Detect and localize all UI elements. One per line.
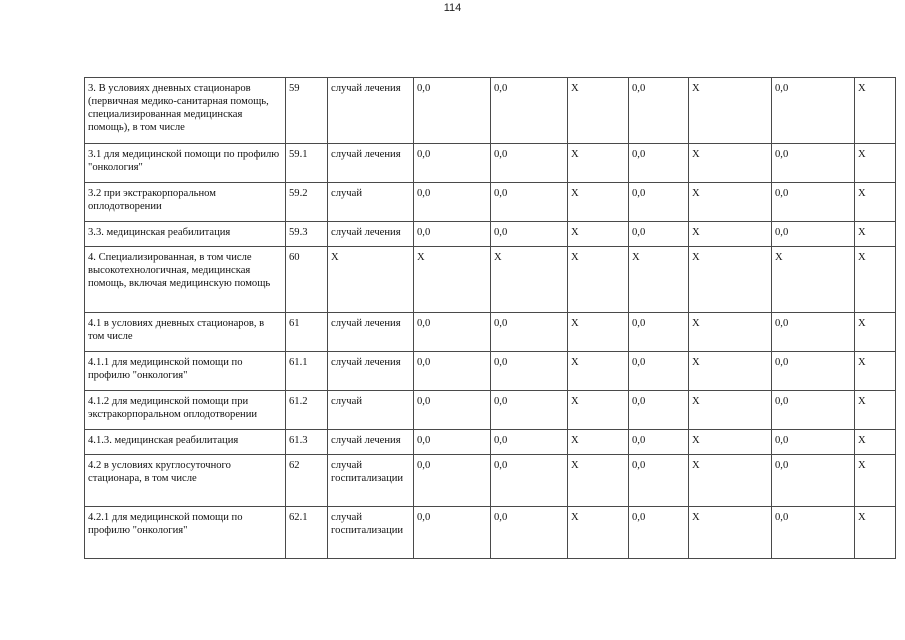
unit-cell: случай [328, 183, 414, 222]
value-cell-5: X [689, 430, 772, 455]
value-cell-5: X [689, 78, 772, 144]
value-cell-1: X [414, 247, 491, 313]
value-cell-7: X [855, 222, 896, 247]
row-label-cell: 4.1 в условиях дневных стационаров, в том числе [85, 313, 286, 352]
unit-cell: случай [328, 391, 414, 430]
row-label-cell: 4.2 в условиях круглосуточного стационара, в том числе [85, 455, 286, 507]
value-cell-2: 0,0 [491, 78, 568, 144]
value-cell-1: 0,0 [414, 455, 491, 507]
row-code-cell: 59 [286, 78, 328, 144]
value-cell-1: 0,0 [414, 78, 491, 144]
value-cell-6: 0,0 [772, 78, 855, 144]
row-label-cell: 4.1.3. медицинская реабилитация [85, 430, 286, 455]
row-label-cell: 4.2.1 для медицинской помощи по профилю "онкология" [85, 507, 286, 559]
value-cell-6: 0,0 [772, 507, 855, 559]
unit-cell: случай госпитализации [328, 455, 414, 507]
row-code-cell: 59.3 [286, 222, 328, 247]
unit-cell: случай лечения [328, 313, 414, 352]
value-cell-6: 0,0 [772, 313, 855, 352]
value-cell-5: X [689, 455, 772, 507]
table-row [85, 507, 896, 559]
row-label-cell: 4. Специализированная, в том числе высокотехнологичная, медицинская помощь, включая медицинскую помощь [85, 247, 286, 313]
value-cell-7: X [855, 455, 896, 507]
value-cell-3: X [568, 78, 629, 144]
value-cell-4: 0,0 [629, 78, 689, 144]
value-cell-7: X [855, 78, 896, 144]
page-number: 114 [443, 2, 462, 14]
value-cell-1: 0,0 [414, 313, 491, 352]
row-code-cell: 61.3 [286, 430, 328, 455]
table-row [85, 144, 896, 183]
value-cell-4: 0,0 [629, 430, 689, 455]
value-cell-5: X [689, 222, 772, 247]
value-cell-5: X [689, 313, 772, 352]
value-cell-5: X [689, 144, 772, 183]
value-cell-4: 0,0 [629, 222, 689, 247]
row-code-cell: 61 [286, 313, 328, 352]
row-label-cell: 3.3. медицинская реабилитация [85, 222, 286, 247]
value-cell-7: X [855, 391, 896, 430]
unit-cell: случай лечения [328, 144, 414, 183]
value-cell-6: 0,0 [772, 144, 855, 183]
value-cell-4: 0,0 [629, 144, 689, 183]
value-cell-3: X [568, 391, 629, 430]
value-cell-3: X [568, 455, 629, 507]
medical-care-volume-table [84, 77, 896, 559]
row-label-cell: 4.1.2 для медицинской помощи при экстракорпоральном оплодотворении [85, 391, 286, 430]
value-cell-6: 0,0 [772, 391, 855, 430]
table-row [85, 455, 896, 507]
table-row [85, 313, 896, 352]
unit-cell: случай лечения [328, 352, 414, 391]
value-cell-6: 0,0 [772, 183, 855, 222]
value-cell-1: 0,0 [414, 222, 491, 247]
row-code-cell: 60 [286, 247, 328, 313]
value-cell-1: 0,0 [414, 144, 491, 183]
row-code-cell: 62 [286, 455, 328, 507]
value-cell-2: 0,0 [491, 430, 568, 455]
value-cell-6: 0,0 [772, 222, 855, 247]
value-cell-2: 0,0 [491, 507, 568, 559]
table-row [85, 183, 896, 222]
value-cell-5: X [689, 352, 772, 391]
value-cell-6: X [772, 247, 855, 313]
value-cell-5: X [689, 507, 772, 559]
unit-cell: X [328, 247, 414, 313]
table-row [85, 391, 896, 430]
unit-cell: случай лечения [328, 222, 414, 247]
value-cell-1: 0,0 [414, 352, 491, 391]
row-code-cell: 59.1 [286, 144, 328, 183]
value-cell-1: 0,0 [414, 391, 491, 430]
value-cell-5: X [689, 247, 772, 313]
value-cell-7: X [855, 430, 896, 455]
table-row [85, 222, 896, 247]
value-cell-7: X [855, 247, 896, 313]
value-cell-2: X [491, 247, 568, 313]
value-cell-4: 0,0 [629, 455, 689, 507]
value-cell-4: 0,0 [629, 352, 689, 391]
value-cell-7: X [855, 313, 896, 352]
value-cell-7: X [855, 507, 896, 559]
value-cell-4: 0,0 [629, 313, 689, 352]
value-cell-2: 0,0 [491, 391, 568, 430]
row-code-cell: 61.2 [286, 391, 328, 430]
row-code-cell: 61.1 [286, 352, 328, 391]
table-row [85, 247, 896, 313]
value-cell-6: 0,0 [772, 430, 855, 455]
unit-cell: случай госпитализации [328, 507, 414, 559]
value-cell-4: 0,0 [629, 507, 689, 559]
value-cell-2: 0,0 [491, 352, 568, 391]
value-cell-6: 0,0 [772, 352, 855, 391]
value-cell-3: X [568, 247, 629, 313]
value-cell-3: X [568, 313, 629, 352]
value-cell-5: X [689, 183, 772, 222]
value-cell-3: X [568, 507, 629, 559]
value-cell-5: X [689, 391, 772, 430]
value-cell-3: X [568, 352, 629, 391]
value-cell-1: 0,0 [414, 507, 491, 559]
row-code-cell: 62.1 [286, 507, 328, 559]
value-cell-4: 0,0 [629, 391, 689, 430]
table-row [85, 78, 896, 144]
value-cell-3: X [568, 430, 629, 455]
row-label-cell: 4.1.1 для медицинской помощи по профилю "онкология" [85, 352, 286, 391]
table-row [85, 352, 896, 391]
value-cell-2: 0,0 [491, 455, 568, 507]
value-cell-7: X [855, 183, 896, 222]
value-cell-1: 0,0 [414, 183, 491, 222]
value-cell-2: 0,0 [491, 183, 568, 222]
row-label-cell: 3.2 при экстракорпоральном оплодотворении [85, 183, 286, 222]
unit-cell: случай лечения [328, 78, 414, 144]
value-cell-4: 0,0 [629, 183, 689, 222]
value-cell-3: X [568, 144, 629, 183]
row-label-cell: 3. В условиях дневных стационаров (первичная медико-санитарная помощь, специализированная медицинская помощь), в том числе [85, 78, 286, 144]
row-label-cell: 3.1 для медицинской помощи по профилю "онкология" [85, 144, 286, 183]
value-cell-7: X [855, 352, 896, 391]
table-row [85, 430, 896, 455]
value-cell-3: X [568, 222, 629, 247]
value-cell-4: X [629, 247, 689, 313]
row-code-cell: 59.2 [286, 183, 328, 222]
value-cell-2: 0,0 [491, 144, 568, 183]
value-cell-1: 0,0 [414, 430, 491, 455]
value-cell-3: X [568, 183, 629, 222]
value-cell-2: 0,0 [491, 313, 568, 352]
value-cell-2: 0,0 [491, 222, 568, 247]
unit-cell: случай лечения [328, 430, 414, 455]
value-cell-7: X [855, 144, 896, 183]
value-cell-6: 0,0 [772, 455, 855, 507]
